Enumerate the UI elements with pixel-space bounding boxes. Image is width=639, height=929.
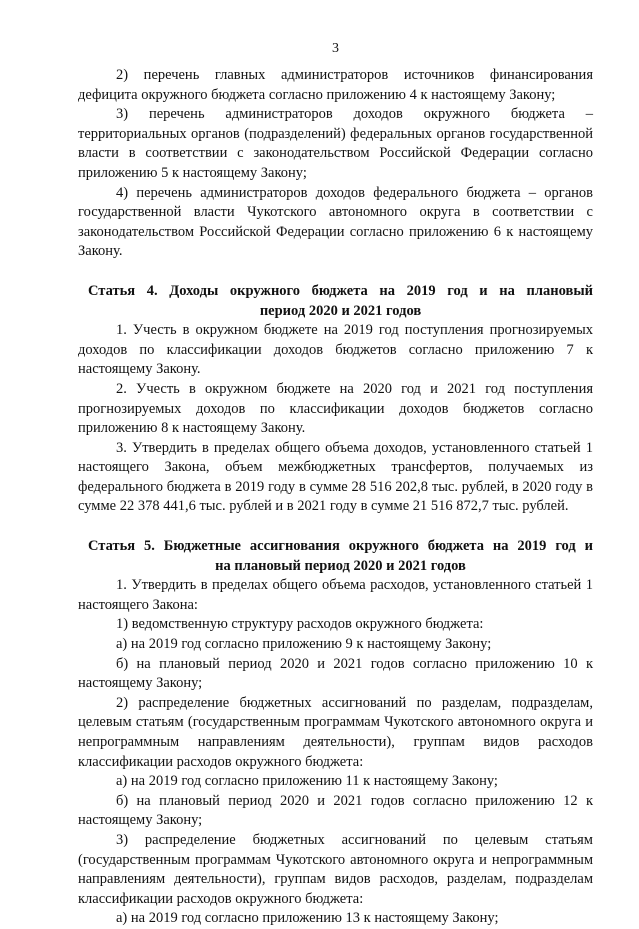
article-4-heading-line-1: Статья 4. Доходы окружного бюджета на 2019 год и на плановый [88,282,593,299]
article-5-heading-line-1: Статья 5. Бюджетные ассигнования окружного бюджета на 2019 год и [88,538,593,555]
article-5-heading-line-2: на плановый период 2020 и 2021 годов [215,557,466,574]
paragraph-item-2: 2) перечень главных администраторов источников финансирования дефицита окружного бюджета согласно приложению 4 к настоящему Закону; [78,67,593,103]
article-4-heading-line-2: период 2020 и 2021 годов [259,302,422,319]
paragraph-item-4: 4) перечень администраторов доходов федерального бюджета – органов государственной власти Чукотского автономного округа в соответствии с законодательством Российской Федерации согласно приложению 6 к настоящему Закону. [78,184,593,260]
page-number: 3 [332,41,339,56]
paragraph-item-3: 3) перечень администраторов доходов окружного бюджета – территориальных органов (подразделений) федеральных органов государственной власти в соответствии с законодательством Российской Федерации согласно приложению 5 к настоящему Закону; [78,106,593,181]
article-4-clause-2: 2. Учесть в окружном бюджете на 2020 год и 2021 год поступления прогнозируемых доходов по классификации доходов бюджетов согласно приложению 8 к настоящему Закону. [78,380,593,437]
article-5-item-1b: б) на плановый период 2020 и 2021 годов согласно приложению 10 к настоящему Закону; [78,655,593,692]
article-5-item-2a: а) на 2019 год согласно приложению 11 к настоящему Закону; [116,773,498,790]
spacer [78,517,593,537]
article-4-clause-3: 3. Утвердить в пределах общего объема доходов, установленного статьей 1 настоящего Закона, объем межбюджетных трансфертов, получаемых из федерального бюджета в 2019 году в сумме 28 516 202,8 тыс. рублей, в 2020 году в сумме 22 378 441,6 тыс. рублей и в 2021 году в сумме 21 516 872,7 тыс. рублей. [78,439,593,515]
article-5-item-3: 3) распределение бюджетных ассигнований по целевым статьям (государственным программам Чукотского автономного округа и непрограммным направлениям деятельности), группам видов расходов, разделам, подразделам классификации расходов окружного бюджета: [78,831,593,907]
article-4-clause-1: 1. Учесть в окружном бюджете на 2019 год поступления прогнозируемых доходов по классификации доходов бюджетов согласно приложению 7 к настоящему Закону. [78,322,593,378]
article-5-item-1a: а) на 2019 год согласно приложению 9 к настоящему Закону; [116,636,492,653]
article-5-item-2b: б) на плановый период 2020 и 2021 годов согласно приложению 12 к настоящему Закону; [78,792,593,829]
article-5-item-3a: а) на 2019 год согласно приложению 13 к настоящему Закону; [116,910,499,927]
spacer [78,262,593,282]
article-5-item-1: 1) ведомственную структуру расходов окружного бюджета: [116,616,484,633]
article-5-clause-1: 1. Утвердить в пределах общего объема расходов, установленного статьей 1 настоящего Закона: [78,577,593,613]
article-5-item-2: 2) распределение бюджетных ассигнований по разделам, подразделам, целевым статьям (государственным программам Чукотского автономного округа и непрограммным направлениям деятельности), группам видов расходов классификации расходов окружного бюджета: [78,694,593,770]
